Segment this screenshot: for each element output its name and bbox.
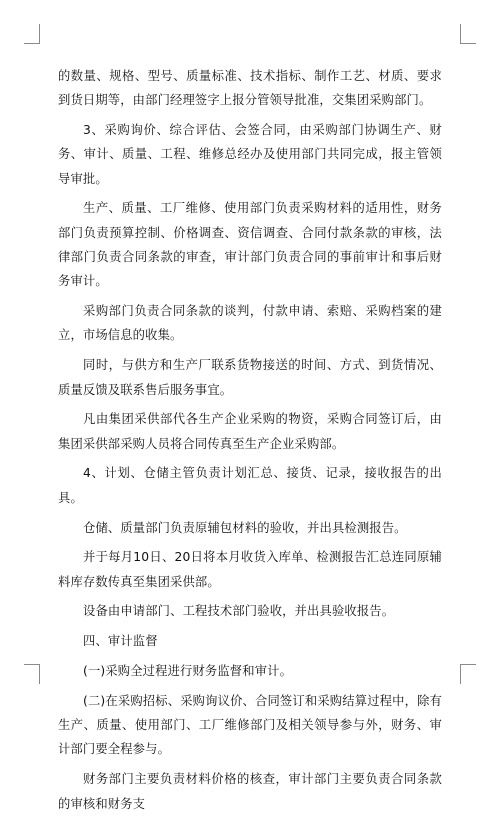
paragraph-group-procurement: 凡由集团采供部代各生产企业采购的物资，采购合同签订后，由集团采供部采购人员将合同传真至生产企业采购部。 <box>58 412 442 451</box>
body-text <box>58 64 442 816</box>
crop-mark-top-right-vertical <box>460 24 461 44</box>
crop-mark-top-left-vertical <box>39 24 40 44</box>
crop-mark-bottom-right-vertical <box>460 664 461 684</box>
crop-mark-bottom-left-vertical <box>39 664 40 684</box>
paragraph-audit-2: (二)在采购招标、采购询议价、合同签订和采购结算过程中，除有生产、质量、使用部门、工厂维修部门及相关领导参与外，财务、审计部门要全程参与。 <box>58 693 442 757</box>
section-heading-audit: 四、审计监督 <box>83 634 158 649</box>
paragraph-item-3: 3、采购询价、综合评估、会签合同，由采购部门协调生产、财务、审计、质量、工程、维修总经办及使用部门共同完成，报主管领导审批。 <box>58 123 442 186</box>
paragraph-monthly-report: 并于每月10日、20日将本月收货入库单、检测报告汇总连同原辅料库存数传真至集团采供部。 <box>58 550 442 589</box>
paragraph-item-4: 4、计划、仓储主管负责计划汇总、接货、记录，接收报告的出具。 <box>58 466 442 505</box>
paragraph-audit-1: (一)采购全过程进行财务监督和审计。 <box>83 664 293 679</box>
crop-mark-top-right-horizontal <box>460 43 476 44</box>
crop-mark-bottom-right-horizontal <box>460 664 476 665</box>
paragraph-procurement-duties: 采购部门负责合同条款的谈判，付款申请、索赔、采购档案的建立，市场信息的收集。 <box>58 304 442 343</box>
paragraph-equipment-acceptance: 设备由申请部门、工程技术部门验收，并出具验收报告。 <box>83 604 395 619</box>
crop-mark-bottom-left-horizontal <box>24 664 40 665</box>
paragraph-finance-duties: 财务部门主要负责材料价格的核查，审计部门主要负责合同条款的审核和财务支 <box>58 772 442 811</box>
paragraph-responsibilities: 生产、质量、工厂维修、使用部门负责采购材料的适用性，财务部门负责预算控制、价格调查、资信调查、合同付款条款的审核，法律部门负责合同条款的审查，审计部门负责合同的事前审计和事后财务审计。 <box>58 201 442 289</box>
paragraph-continued: 的数量、规格、型号、质量标准、技术指标、制作工艺、材质、要求到货日期等，由部门经理签字上报分管领导批准，交集团采购部门。 <box>58 69 442 108</box>
paragraph-inspection: 仓储、质量部门负责原辅包材料的验收，并出具检测报告。 <box>83 520 407 535</box>
paragraph-supplier-contact: 同时，与供方和生产厂联系货物接送的时间、方式、到货情况、质量反馈及联系售后服务事宜。 <box>58 358 442 397</box>
crop-mark-top-left-horizontal <box>24 43 40 44</box>
